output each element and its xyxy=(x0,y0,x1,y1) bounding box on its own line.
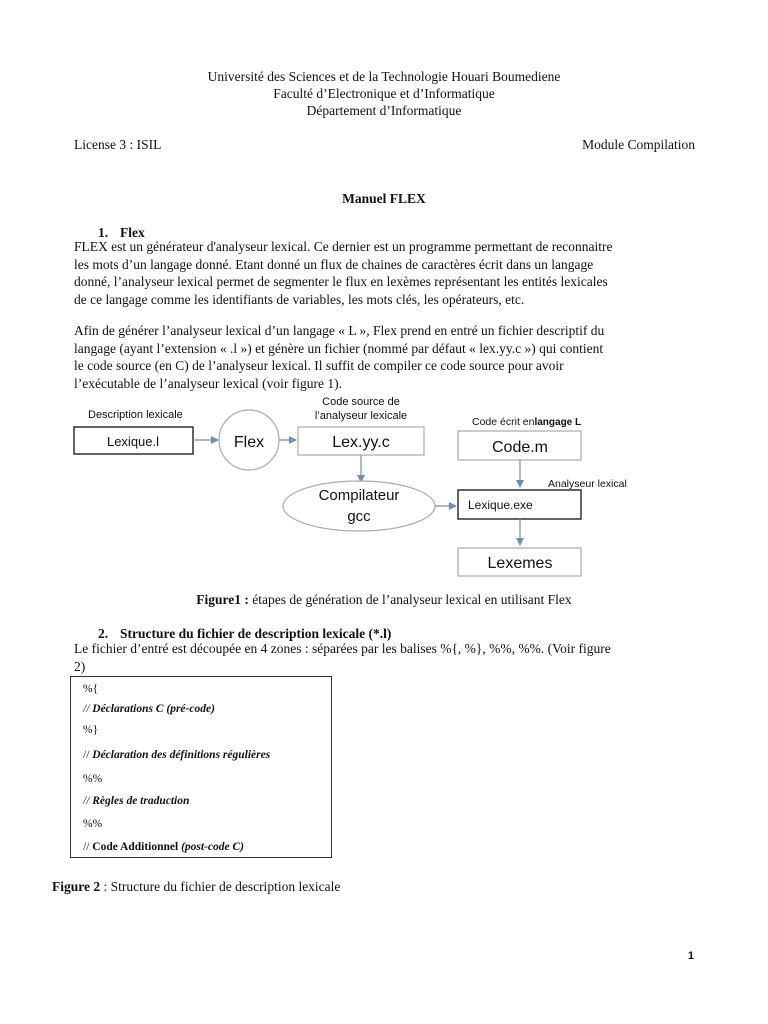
section1-title: Flex xyxy=(120,225,145,240)
section1-number: 1. xyxy=(98,225,109,240)
langage-l-text: langage L xyxy=(534,417,582,428)
figure2-caption-text: : Structure du fichier de description lexicale xyxy=(100,879,341,894)
comment-text: Déclarations C (pré-code) xyxy=(92,703,215,715)
paragraph-line: donné, l’analyseur lexical permet de segmenter le flux en lexèmes représentant les entités lexicales xyxy=(74,274,608,289)
description-lexicale-label: Description lexicale xyxy=(88,409,183,421)
code-source-label-2: l’analyseur lexicale xyxy=(314,410,408,422)
code-line xyxy=(83,795,189,807)
section2-number: 2. xyxy=(98,626,109,641)
paragraph-line: langage (ayant l’extension « .l ») et génère un fichier (nommé par défaut « lex.yy.c ») qui contient xyxy=(74,340,604,356)
paragraph-line: de ce langage comme les identifiants de variables, les mots clés, les opérateurs, etc. xyxy=(74,291,525,307)
module-label: Module Compilation xyxy=(582,137,695,152)
lexique-l-text: Lexique.l xyxy=(106,434,160,449)
section1-paragraph1 xyxy=(74,238,699,308)
comment-text: Code Additionnel xyxy=(92,841,179,853)
page-number: 1 xyxy=(687,950,694,962)
code-line xyxy=(83,703,215,715)
lexyyc-text: Lex.yy.c xyxy=(332,434,390,451)
comment-prefix: // xyxy=(83,703,93,715)
figure1-caption-label: Figure1 : xyxy=(196,592,249,607)
faculty-name: Faculté d’Electronique et d’Informatique xyxy=(273,86,495,101)
comment-text: Règles de traduction xyxy=(92,795,190,807)
comment-prefix: // xyxy=(83,749,93,761)
figure1-caption-text: étapes de génération de l’analyseur lexical en utilisant Flex xyxy=(248,592,572,607)
paragraph-line: les mots d’un langage donné. Etant donné un flux de chaines de caractères écrit dans un langage xyxy=(74,256,594,272)
figure2-caption-label: Figure 2 xyxy=(52,879,101,894)
paragraph-line: l’exécutable de l’analyseur lexical (voir figure 1). xyxy=(74,375,342,391)
document-title: Manuel FLEX xyxy=(342,191,426,206)
code-line xyxy=(83,841,244,853)
lexemes-text: Lexemes xyxy=(487,555,553,572)
section2-title: Structure du fichier de description lexicale (*.l) xyxy=(120,626,392,641)
code-line: %% xyxy=(83,818,103,830)
analyseur-lexical-label: Analyseur lexical xyxy=(548,478,627,490)
code-line xyxy=(83,749,270,761)
code-line: %% xyxy=(83,773,103,785)
code-m-text: Code.m xyxy=(491,439,549,456)
flex-text: Flex xyxy=(233,434,265,451)
paragraph-line: FLEX est un générateur d'analyseur lexical. Ce dernier est un programme permettant de reconnaitre xyxy=(74,239,613,254)
section2-paragraph xyxy=(74,640,699,675)
code-ecrit-text: Code écrit en xyxy=(472,416,535,428)
paragraph-line: Le fichier d’entré est découpée en 4 zones : séparées par les balises %{, %}, %%, %%. (Voir figure xyxy=(74,641,611,656)
gcc-text: gcc xyxy=(347,508,371,525)
department-name: Département d’Informatique xyxy=(306,103,462,118)
code-line: %{ xyxy=(83,683,99,695)
comment-text: Déclaration des définitions régulières xyxy=(92,749,271,761)
figure2-code-box xyxy=(70,676,332,858)
figure1-caption xyxy=(0,591,768,608)
lexique-exe-text: Lexique.exe xyxy=(468,498,533,512)
university-name: Université des Sciences et de la Technologie Houari Boumediene xyxy=(207,69,561,84)
paragraph-line: le code source (en C) de l’analyseur lexical. Il suffit de compiler ce code source pour avoir xyxy=(74,358,564,373)
figure1-diagram xyxy=(0,390,768,590)
paragraph-line: Afin de générer l’analyseur lexical d’un langage « L », Flex prend en entré un fichier descriptif du xyxy=(74,323,605,338)
code-line: %} xyxy=(83,724,99,736)
license-label: License 3 : ISIL xyxy=(74,137,162,152)
comment-text: (post-code C) xyxy=(181,841,245,853)
compilateur-text: Compilateur xyxy=(318,487,400,504)
paragraph-line: 2) xyxy=(74,658,86,674)
code-source-label-1: Code source de xyxy=(322,396,400,408)
comment-prefix: // xyxy=(83,841,93,853)
comment-prefix: // xyxy=(83,795,93,807)
figure2-caption xyxy=(52,878,340,895)
section1-paragraph2 xyxy=(74,322,699,392)
code-ecrit-label xyxy=(472,416,581,428)
